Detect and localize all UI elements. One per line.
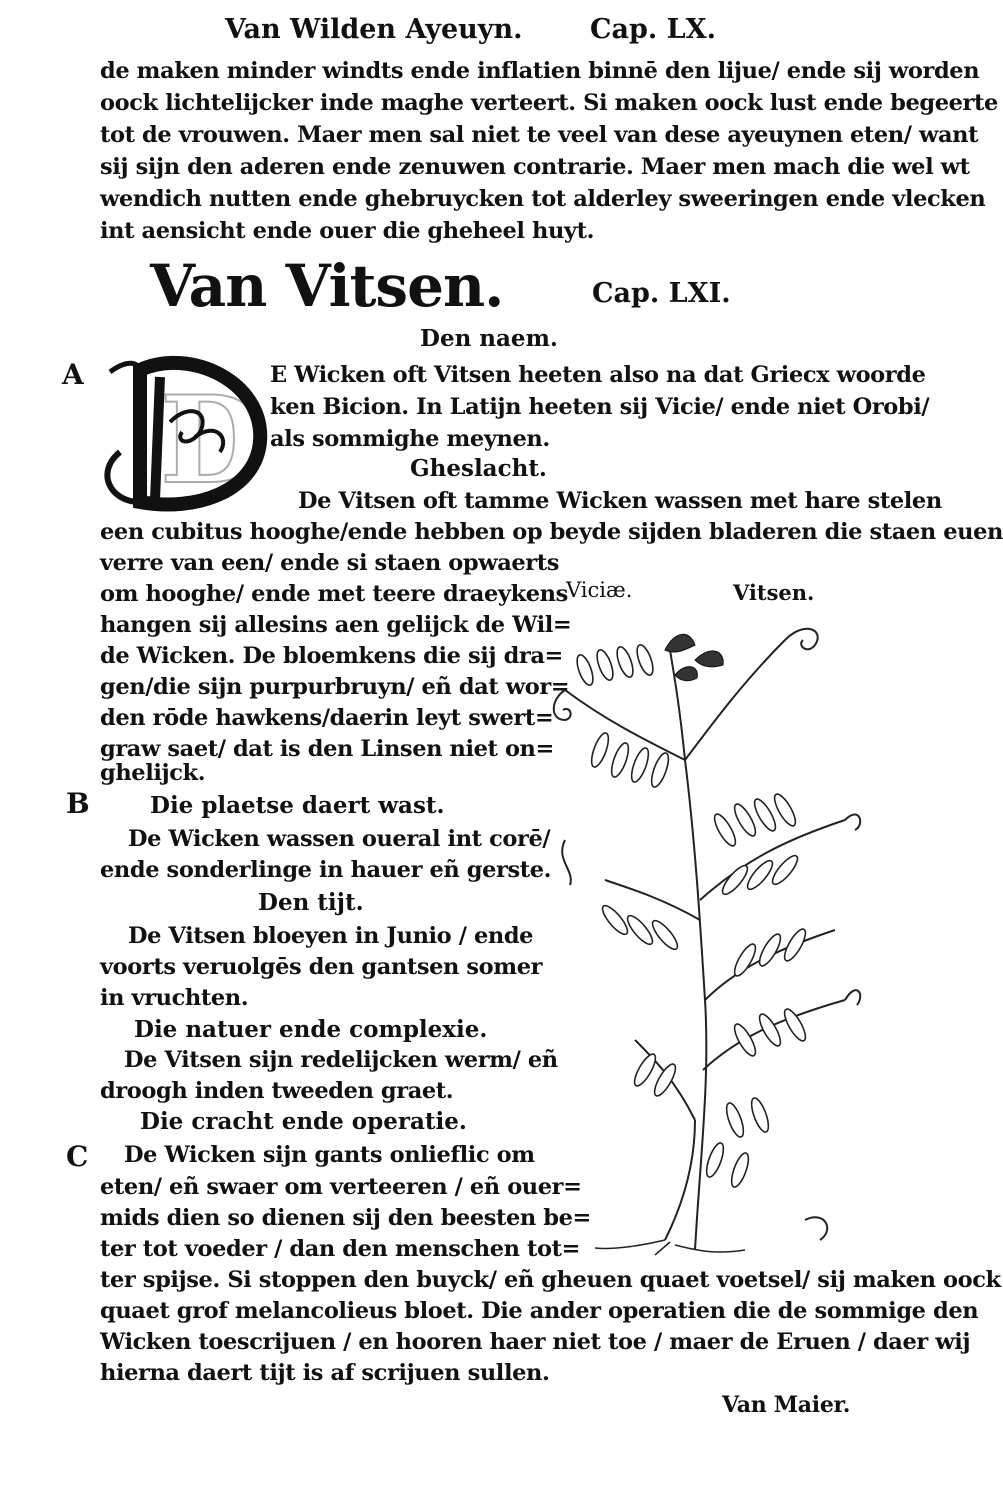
- decorated-initial: [100, 352, 270, 512]
- text-line: mids dien so dienen sij den beesten be=: [100, 1205, 592, 1231]
- section-heading-nature: Die natuer ende complexie.: [134, 1016, 488, 1043]
- text-line: ende sonderlinge in hauer eñ gerste.: [100, 857, 552, 883]
- section-heading-kind: Gheslacht.: [410, 455, 547, 482]
- chapter-number: Cap. LXI.: [592, 278, 731, 309]
- text-line: int aensicht ende ouer die gheheel huyt.: [100, 218, 595, 244]
- section-heading-time: Den tijt.: [258, 889, 364, 916]
- text-line: sij sijn den aderen ende zenuwen contrarie. Maer men mach die wel wt: [100, 154, 970, 180]
- text-line: De Wicken wassen oueral int corē/: [128, 826, 551, 852]
- text-line: E Wicken oft Vitsen heeten also na dat Griecx woorde: [270, 362, 926, 388]
- figure-label-latin: Viciæ.: [566, 578, 633, 602]
- text-line: ter spijse. Si stoppen den buyck/ eñ gheuen quaet voetsel/ sij maken oock: [100, 1267, 1001, 1293]
- text-line: tot de vrouwen. Maer men sal niet te veel van dese ayeuynen eten/ want: [100, 122, 979, 148]
- text-line: De Vitsen sijn redelijcken werm/ eñ: [124, 1047, 558, 1073]
- text-line: De Wicken sijn gants onlieflic om: [124, 1142, 535, 1168]
- text-line: hierna daert tijt is af scrijuen sullen.: [100, 1360, 550, 1386]
- chapter-title: Van Vitsen.: [150, 252, 504, 320]
- text-line: De Vitsen oft tamme Wicken wassen met hare stelen: [298, 488, 942, 514]
- text-line: graw saet/ dat is den Linsen niet on=: [100, 736, 554, 762]
- margin-letter-c: C: [66, 1140, 89, 1173]
- vetch-woodcut-illustration: [545, 600, 875, 1260]
- text-line: oock lichtelijcker inde maghe verteert. Si maken oock lust ende begeerte: [100, 90, 998, 116]
- text-line: verre van een/ ende si staen opwaerts: [100, 550, 559, 576]
- text-line: eten/ eñ swaer om verteeren / eñ ouer=: [100, 1174, 582, 1200]
- figure-label-dutch: Vitsen.: [733, 580, 815, 605]
- margin-letter-a: A: [62, 358, 84, 391]
- margin-letter-b: B: [66, 787, 90, 820]
- text-line: ghelijck.: [100, 760, 206, 786]
- text-line: den rōde hawkens/daerin leyt swert=: [100, 705, 554, 731]
- text-line: droogh inden tweeden graet.: [100, 1078, 454, 1104]
- text-line: de maken minder windts ende inflatien binnē den lijue/ ende sij worden: [100, 58, 980, 84]
- text-line: De Vitsen bloeyen in Junio / ende: [128, 923, 534, 949]
- running-chapter: Cap. LX.: [590, 14, 716, 45]
- text-line: Wicken toescrijuen / en hooren haer niet toe / maer de Eruen / daer wij: [100, 1329, 971, 1355]
- text-line: ken Bicion. In Latijn heeten sij Vicie/ ende niet Orobi/: [270, 394, 930, 420]
- section-heading-place: Die plaetse daert wast.: [150, 792, 445, 819]
- catchword: Van Maier.: [722, 1392, 851, 1418]
- text-line: om hooghe/ ende met teere draeykens: [100, 581, 568, 607]
- text-line: gen/die sijn purpurbruyn/ eñ dat wor=: [100, 674, 570, 700]
- text-line: wendich nutten ende ghebruycken tot alderley sweeringen ende vlecken: [100, 186, 986, 212]
- text-line: voorts veruolgēs den gantsen somer: [100, 954, 543, 980]
- running-title: Van Wilden Ayeuyn.: [225, 14, 523, 45]
- text-line: als sommighe meynen.: [270, 426, 550, 452]
- text-line: hangen sij allesins aen gelijck de Wil=: [100, 612, 572, 638]
- section-heading-name: Den naem.: [420, 325, 558, 352]
- section-heading-power: Die cracht ende operatie.: [140, 1108, 467, 1135]
- text-line: in vruchten.: [100, 985, 249, 1011]
- text-line: quaet grof melancolieus bloet. Die ander operatien die de sommige den: [100, 1298, 979, 1324]
- text-line: ter tot voeder / dan den menschen tot=: [100, 1236, 581, 1262]
- text-line: een cubitus hooghe/ende hebben op beyde sijden bladeren die staen euen: [100, 519, 1003, 545]
- text-line: de Wicken. De bloemkens die sij dra=: [100, 643, 564, 669]
- drop-cap-letter: D: [160, 370, 265, 511]
